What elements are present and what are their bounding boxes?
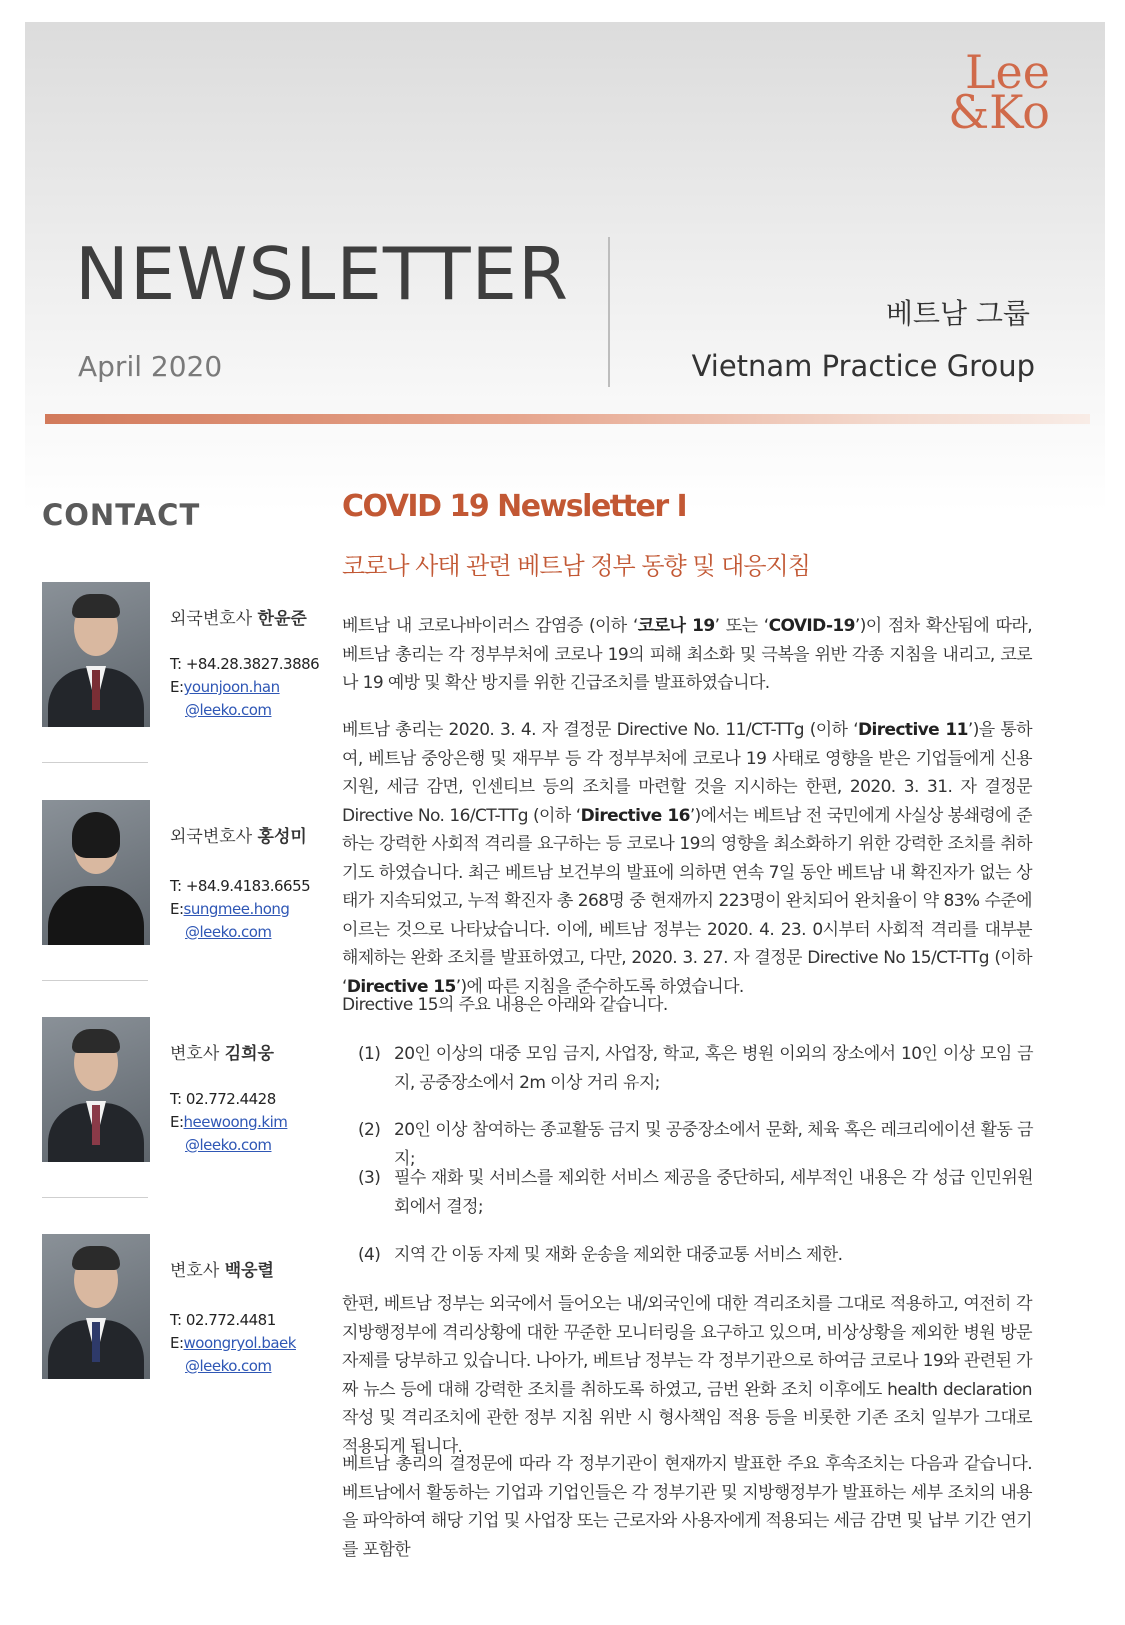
contact-email (170, 1334, 296, 1352)
contact-card (42, 1017, 322, 1167)
contact-email (170, 1113, 287, 1131)
contact-card (42, 1234, 322, 1384)
list-text: 지역 간 이동 자제 및 재화 운송을 제외한 대중교통 서비스 제한. (394, 1245, 843, 1265)
email-link[interactable]: sungmee.hong (183, 900, 290, 918)
header-divider (608, 237, 610, 387)
contact-name (170, 1256, 274, 1281)
article-paragraph-5: 베트남 총리의 결정문에 따라 각 정부기관이 현재까지 발표한 주요 후속조치는 다음과 같습니다. 베트남에서 활동하는 기업과 기업인들은 각 정부기관 및 지방행정부가 발표하는 세부 조치의 내용을 파악하여 해당 기업 및 사업장 또는 근로자와 사용자에게 적용되는 세금 감면 및 납부 기간 연기를 포함한 (342, 1454, 1032, 1560)
list-number: (2) (358, 1120, 381, 1140)
list-item (358, 1040, 1033, 1097)
contact-role: 변호사 (170, 1044, 220, 1064)
logo-line-1: Lee (965, 45, 1050, 99)
lawyer-photo (42, 1017, 150, 1162)
list-text: 20인 이상의 대중 모임 금지, 사업장, 학교, 혹은 병원 이외의 장소에서 10인 이상 모임 금지, 공중장소에서 2m 이상 거리 유지; (394, 1044, 1033, 1093)
contact-phone: T: +84.28.3827.3886 (170, 655, 320, 673)
group-name-korean: 베트남 그룹 (885, 297, 1030, 330)
contact-name (170, 822, 307, 847)
list-number: (1) (358, 1044, 381, 1064)
contact-name (170, 604, 307, 629)
contact-separator (42, 1197, 148, 1198)
list-text: 필수 재화 및 서비스를 제외한 서비스 제공을 중단하되, 세부적인 내용은 각 성급 인민위원회에서 결정; (394, 1168, 1033, 1217)
contact-email (170, 678, 280, 696)
lawyer-photo (42, 1234, 150, 1379)
email-domain-link[interactable]: @leeko.com (185, 923, 272, 941)
contact-role: 변호사 (170, 1261, 220, 1281)
email-label: E: (170, 678, 184, 696)
article-subtitle: 코로나 사태 관련 베트남 정부 동향 및 대응지침 (342, 552, 810, 580)
contact-email (170, 900, 289, 918)
list-number: (3) (358, 1168, 381, 1188)
contact-role: 외국변호사 (170, 827, 253, 847)
contact-email-domain (185, 1357, 272, 1375)
contact-card (42, 800, 322, 950)
email-domain-link[interactable]: @leeko.com (185, 1357, 272, 1375)
article-title: COVID 19 Newsletter I (342, 489, 687, 524)
accent-bar (45, 414, 1090, 424)
newsletter-date: April 2020 (78, 350, 223, 383)
email-link[interactable]: younjoon.han (183, 678, 280, 696)
contact-email-domain (185, 1136, 272, 1154)
email-label: E: (170, 1334, 184, 1352)
email-label: E: (170, 900, 184, 918)
contact-person-name: 한윤준 (257, 609, 307, 629)
article-paragraph-3: Directive 15의 주요 내용은 아래와 같습니다. (342, 995, 668, 1015)
list-item (358, 1164, 1033, 1221)
contact-card (42, 582, 322, 732)
contact-separator (42, 762, 148, 763)
email-label: E: (170, 1113, 184, 1131)
list-number: (4) (358, 1245, 381, 1265)
group-name-english: Vietnam Practice Group (691, 349, 1035, 383)
contact-person-name: 홍성미 (257, 827, 307, 847)
contact-phone: T: +84.9.4183.6655 (170, 877, 311, 895)
lawyer-photo (42, 582, 150, 727)
contact-heading: CONTACT (42, 498, 201, 532)
lawyer-photo (42, 800, 150, 945)
contact-separator (42, 980, 148, 981)
article-paragraph-4: 한편, 베트남 정부는 외국에서 들어오는 내/외국인에 대한 격리조치를 그대로 적용하고, 여전히 각 지방행정부에 격리상황에 대한 꾸준한 모니터링을 요구하고 있으며, 비상상황을 제외한 병원 방문 자제를 당부하고 있습니다. 나아가, 베트남 정부는 각 정부기관으로 하여금 코로나 19와 관련된 가짜 뉴스 등에 대해 강력한 조치를 취하도록 하였고, 금번 완화 조치 이후에도 health declaration 작성 및 격리조치에 관한 정부 지침 위반 시 형사책임 적용 등을 비롯한 기존 조치 일부가 그대로 적용되게 됩니다. (342, 1294, 1032, 1457)
newsletter-header (25, 22, 1105, 512)
email-domain-link[interactable]: @leeko.com (185, 1136, 272, 1154)
list-item (358, 1241, 1033, 1270)
contact-name (170, 1039, 274, 1064)
newsletter-title: NEWSLETTER (75, 232, 570, 316)
contact-phone: T: 02.772.4481 (170, 1311, 276, 1329)
email-domain-link[interactable]: @leeko.com (185, 701, 272, 719)
contact-email-domain (185, 923, 272, 941)
article-paragraph-1: 베트남 내 코로나바이러스 감염증 (이하 ‘코로나 19’ 또는 ‘COVID-19’)이 점차 확산됨에 따라, 베트남 총리는 각 정부부처에 코로나 19의 피해 최소화 및 극복을 위반 각종 지침을 내리고, 코로나 19 예방 및 확산 방지를 위한 긴급조치를 발표하였습니다. (342, 616, 1033, 693)
contact-person-name: 김희웅 (224, 1044, 274, 1064)
email-link[interactable]: heewoong.kim (183, 1113, 288, 1131)
contact-phone: T: 02.772.4428 (170, 1090, 276, 1108)
contact-role: 외국변호사 (170, 609, 253, 629)
contact-email-domain (185, 701, 272, 719)
article-paragraph-2: 베트남 총리는 2020. 3. 4. 자 결정문 Directive No. 11/CT-TTg (이하 ‘Directive 11’)을 통하여, 베트남 중앙은행 및 재무부 등 각 정부부처에 코로나 19 사태로 영향을 받은 기업들에게 신용지원, 세금 감면, 인센티브 등의 조치를 마련할 것을 지시하는 한편, 2020. 3. 31. 자 결정문 Directive No. 16/CT-TTg (이하 ‘Directive 16’)에서는 베트남 전 국민에게 사실상 봉쇄령에 준하는 강력한 사회적 격리를 요구하는 등 코로나 19의 영향을 최소화하기 위한 강력한 조치를 취하기도 하였습니다. 최근 베트남 보건부의 발표에 의하면 연속 7일 동안 베트남 내 확진자가 없는 상태가 지속되었고, 누적 확진자 총 268명 중 현재까지 223명이 완치되어 완치율이 약 83% 수준에 이르는 것으로 나타났습니다. 이에, 베트남 정부는 2020. 4. 23. 0시부터 사회적 격리를 대부분 해제하는 완화 조치를 발표하였고, 다만, 2020. 3. 27. 자 결정문 Directive No 15/CT-TTg (이하 ‘Directive 15’)에 따른 지침을 준수하도록 하였습니다. (342, 720, 1033, 997)
logo-line-2: &Ko (948, 84, 1050, 139)
lee-ko-logo[interactable] (948, 45, 1050, 139)
contact-person-name: 백웅렬 (224, 1261, 274, 1281)
email-link[interactable]: woongryol.baek (183, 1334, 296, 1352)
list-text: 20인 이상 참여하는 종교활동 금지 및 공중장소에서 문화, 체육 혹은 레크리에이션 활동 금지; (394, 1120, 1033, 1169)
